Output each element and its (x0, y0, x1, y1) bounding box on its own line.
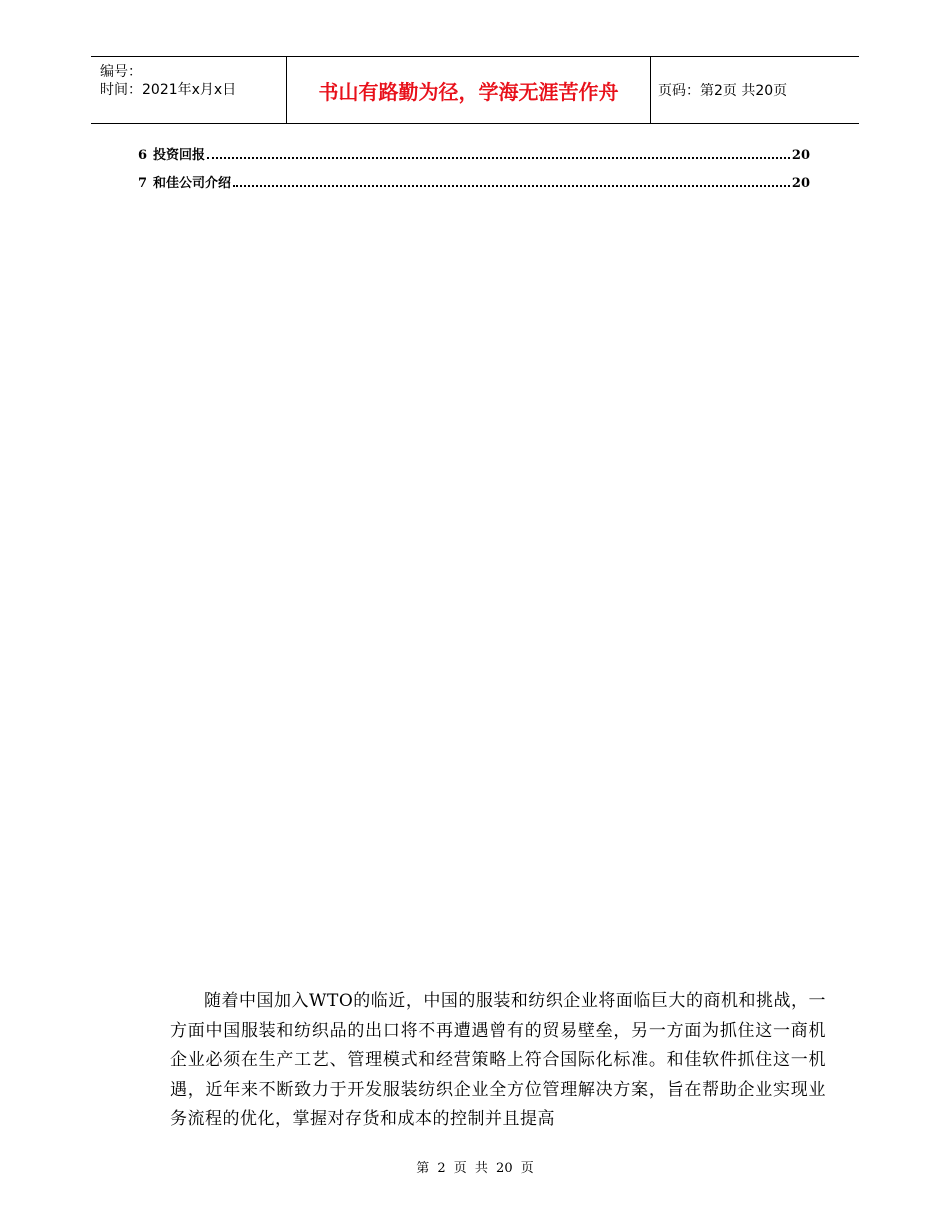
header-motto: 书山有路勤为径，学海无涯苦作舟 (318, 79, 619, 104)
toc-entry-page: 20 (791, 176, 810, 191)
header-page-cell (650, 57, 859, 123)
toc-entry-number: 7 (138, 176, 148, 191)
toc-leader-dots (233, 185, 790, 187)
page-header (91, 56, 859, 124)
toc-entry[interactable] (138, 145, 810, 163)
header-motto-cell (286, 57, 651, 123)
document-date-label: 时间：2021年x月x日 (100, 82, 237, 98)
header-page-info: 页码：第2页 共20页 (658, 83, 788, 99)
toc-entry[interactable] (138, 173, 810, 191)
document-number-label: 编号： (100, 64, 142, 80)
toc-entry-page: 20 (791, 148, 810, 163)
toc-entry-title: 投资回报 (153, 148, 206, 163)
header-info-cell (91, 57, 286, 123)
toc-entry-number: 6 (138, 148, 148, 163)
toc-leader-dots (207, 157, 790, 159)
toc-entry-title: 和佳公司介绍 (153, 176, 232, 191)
body-paragraph: 随着中国加入WTO的临近，中国的服装和纺织企业将面临巨大的商机和挑战，一方面中国服装和纺织品的出口将不再遭遇曾有的贸易壁垒，另一方面为抓住这一商机企业必须在生产工艺、管理模式和经营策略上符合国际化标准。和佳软件抓住这一机遇，近年来不断致力于开发服装纺织企业全方位管理解决方案，旨在帮助企业实现业务流程的优化，掌握对存货和成本的控制并且提高 (170, 991, 826, 1129)
page-footer: 第 2 页 共 20 页 (416, 1161, 534, 1176)
